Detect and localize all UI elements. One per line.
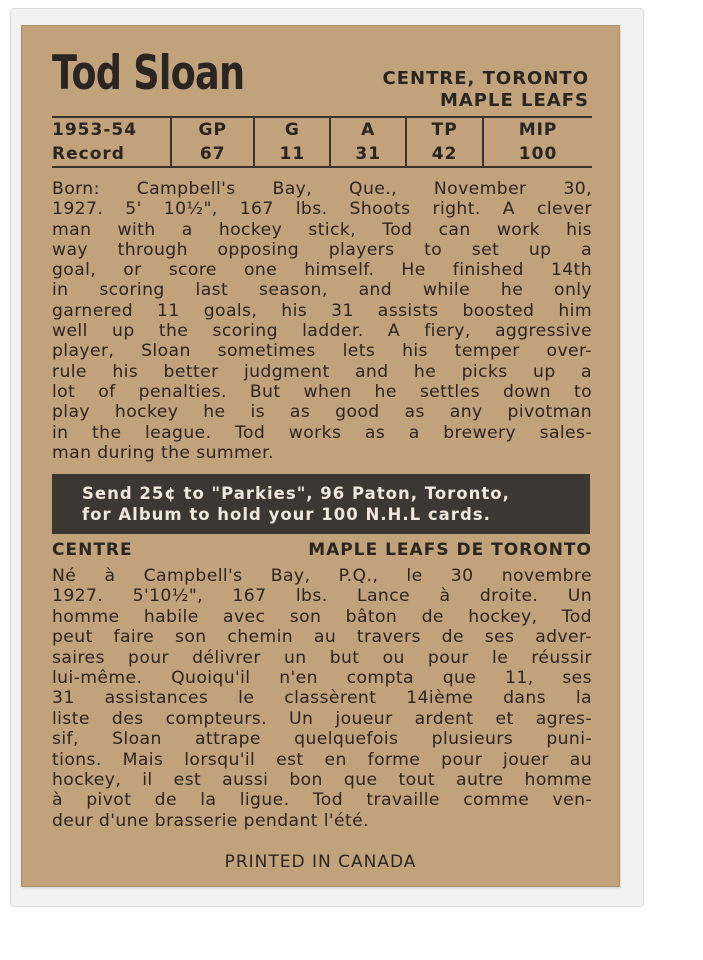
bio-en-line: play hockey he is as good as any pivotman [52, 402, 592, 423]
printed-in-canada: PRINTED IN CANADA [224, 852, 417, 872]
album-offer-banner [52, 474, 590, 534]
bio-en-line: in scoring last season, and while he only [52, 280, 592, 301]
bio-en-line: rule his better judgment and he picks up a [52, 361, 592, 382]
position-line-1: CENTRE, TORONTO [382, 68, 589, 89]
bio-fr-line: peut faire son chemin au travers de ses adver- [52, 627, 592, 648]
player-position [383, 68, 590, 112]
stat-value-g: 11 [254, 142, 330, 166]
bio-fr-line: deur d'une brasserie pendant l'été. [52, 810, 370, 831]
bio-fr-line: liste des compteurs. Un joueur ardent et agres- [52, 708, 592, 729]
bio-en-line: man with a hockey stick, Tod can work his [52, 219, 592, 240]
promo-line-2: for Album to hold your 100 N.H.L cards. [82, 505, 491, 524]
bio-en-line: lot of penalties. But when he settles down to [52, 381, 592, 402]
position-line-2: MAPLE LEAFS [439, 90, 589, 111]
bio-en-line: man during the summer. [52, 442, 274, 463]
bio-en-line: player, Sloan sometimes lets his temper over- [52, 341, 592, 362]
bio-fr-line: 1927. 5'10½", 167 lbs. Lance à droite. Un [52, 586, 592, 607]
bio-en-line: 1927. 5' 10½", 167 lbs. Shoots right. A clever [52, 199, 592, 220]
stat-value-a: 31 [330, 142, 406, 166]
fr-team: MAPLE LEAFS DE TORONTO [308, 540, 592, 560]
bio-fr-line: sif, Sloan attrape quelquefois plusieurs puni- [52, 729, 592, 750]
bio-fr-line: saires pour délivrer un but ou pour le réussir [52, 647, 592, 668]
bio-fr-line: hockey, il est aussi bon que tout autre homme [52, 770, 592, 791]
bio-fr-line: 31 assistances le classèrent 14ième dans la [52, 688, 592, 709]
record-label: Record [52, 144, 125, 164]
bio-en-line: well up the scoring ladder. A fiery, aggressive [52, 321, 592, 342]
bio-fr-line: tions. Mais lorsqu'il est en forme pour jouer au [52, 749, 592, 770]
bio-en-line: way through opposing players to set up a [52, 239, 592, 260]
stat-header-gp: GP [171, 118, 254, 142]
bio-en-line: goal, or score one himself. He finished 14th [52, 260, 592, 281]
bio-en-line: in the league. Tod works as a brewery sales- [52, 422, 592, 443]
player-name: Tod Sloan [52, 46, 245, 101]
season-label: 1953-54 [52, 120, 138, 140]
promo-line-1: Send 25¢ to "Parkies", 96 Paton, Toronto, [82, 484, 510, 503]
bio-en-line: garnered 11 goals, his 31 assists boosted him [52, 300, 592, 321]
hockey-card-back [22, 26, 619, 886]
bio-english [52, 179, 592, 463]
bio-fr-line: homme habile avec son bâton de hockey, Tod [52, 606, 592, 627]
bio-en-line: Born: Campbell's Bay, Que., November 30, [52, 179, 592, 199]
stats-value-row [52, 142, 592, 166]
stat-value-gp: 67 [171, 142, 254, 166]
stats-table [52, 116, 592, 168]
stat-header-mip: MIP [483, 118, 592, 142]
stat-value-tp: 42 [406, 142, 483, 166]
fr-position: CENTRE [52, 540, 133, 560]
bio-fr-line: Né à Campbell's Bay, P.Q., le 30 novembre [52, 566, 592, 586]
bio-fr-line: à pivot de la ligue. Tod travaille comme ven- [52, 790, 592, 811]
bio-fr-line: lui-même. Quoiqu'il n'en compta que 11, ses [52, 668, 592, 689]
stat-value-mip: 100 [483, 142, 592, 166]
stat-header-tp: TP [406, 118, 483, 142]
stat-header-g: G [254, 118, 330, 142]
stats-header-row [52, 118, 592, 142]
bio-french [52, 566, 592, 831]
stat-header-a: A [330, 118, 406, 142]
